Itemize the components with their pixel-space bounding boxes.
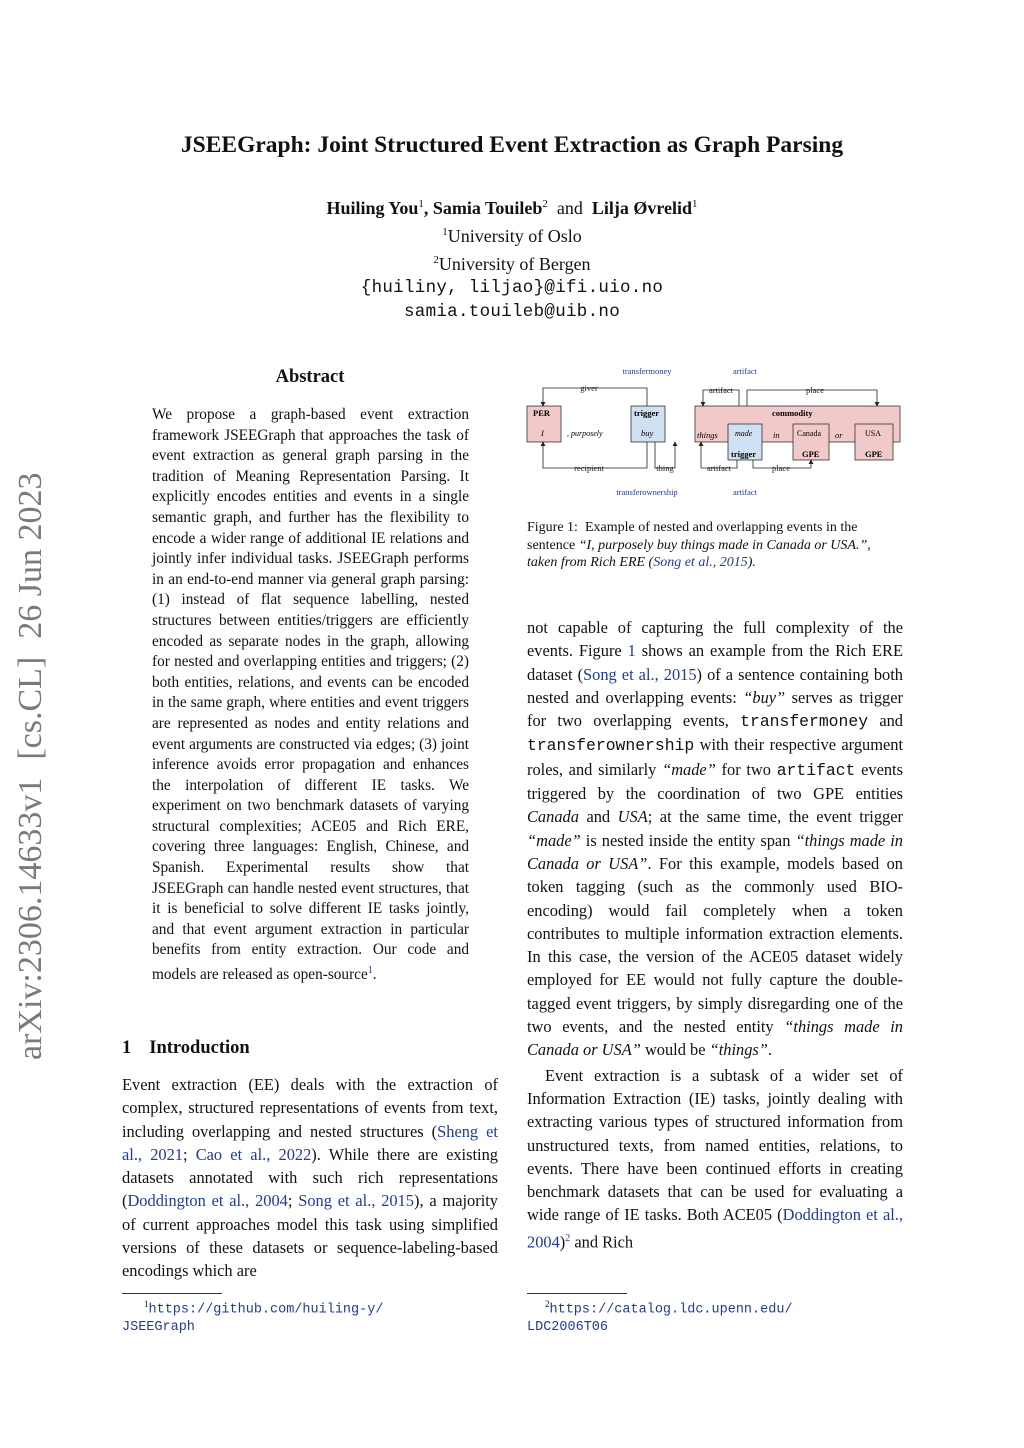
footnote-1: $^1$https://github.com/huiling-y/ JSEEGraph [122,1299,384,1335]
label-things: things [697,430,718,440]
label-artifact-bottom: artifact [706,463,732,473]
citation-link[interactable]: Doddington et al., 2004 [527,1205,903,1252]
label-recipient: recipient [574,463,604,473]
right-column-text [527,616,903,1253]
label-trigger-2: trigger [731,449,757,459]
author-3: Lilja Øvrelid [591,198,693,218]
arxiv-identifier [12,440,50,1060]
label-place-top: place [806,385,824,395]
author-1: Huiling You [326,198,419,218]
label-i: I [541,428,544,438]
label-commodity: commodity [772,408,813,418]
abstract-heading: Abstract [275,367,345,387]
footnote-rule [122,1293,222,1294]
label-giver: giver [580,383,598,393]
footnote-url[interactable]: https://catalog.ldc.upenn.edu/ [549,1302,793,1318]
label-trigger-1: trigger [634,408,660,418]
affil-mark: 1 [692,198,698,210]
author-and: and [556,198,583,218]
email-1: {huiliny, liljao}@ifi.uio.no [360,278,664,298]
label-purposely: , purposely [567,429,603,438]
label-or: or [835,430,843,440]
footnote-rule [527,1293,627,1294]
label-canada: Canada [797,429,821,438]
label-usa: USA [865,429,882,438]
affiliation-1: $^1$University of Oslo [442,226,582,246]
arxiv-date: 26 Jun 2023 [12,472,49,639]
arxiv-category: [cs.CL] [12,656,49,760]
citation-link[interactable]: Song et al., 2015 [298,1191,415,1211]
footnote-mark[interactable]: 1 [367,965,373,977]
affil-mark: 2 [542,198,548,210]
citation-link[interactable]: Cao et al., 2022 [195,1144,312,1164]
label-made: made [735,429,753,438]
label-transferownership: transferownership [616,487,678,497]
figure-ref-link[interactable]: 1 [627,641,636,661]
label-buy: buy [641,428,654,438]
label-thing: thing [656,463,674,473]
affiliation-2: $^2$University of Bergen [433,254,591,274]
paragraph: Event extraction is a subtask of a wider set of Information Extraction (IE) tasks, jointly dealing with extracting various types of structured information from unstructured texts, from named entities, relations, to events. There have been continued efforts in creating benchmark datasets that can be used for evaluating a wide range of IE tasks. Both ACE05 (Doddington et al., 2004)$^2$ and Rich [527,1065,903,1252]
label-transfermoney: transfermoney [622,366,672,376]
figure-caption: Figure 1: Example of nested and overlapping events in the sentence “I, purposely buy things made in Canada or USA.”, taken from Rich ERE (Song et al., 2015). [527,520,871,570]
label-per: PER [533,408,550,418]
label-place-bottom: place [772,463,790,473]
intro-paragraph: Event extraction (EE) deals with the extraction of complex, structured representations of events from text, including overlapping and nested structures (Sheng et al., 2021; Cao et al., 2022). While there are existing datasets annotated with such rich representations (Doddington et al., 2004; Song et al., 2015), a majority of current approaches model this task using simplified versions of these datasets or sequence-labeling-based encodings which are [122,1075,499,1281]
paragraph: not capable of capturing the full complexity of the events. Figure 1 shows an example from the Rich ERE dataset (Song et al., 2015) of a sentence containing both nested and overlapping events: “buy” serves as trigger for two overlapping events, transfermoney and transferownership with their respective argument roles, and similarly “made” for two artifact events triggered by the coordination of two GPE entities Canada and USA; at the same time, the event trigger “made” is nested inside the entity span “things made in Canada or USA”. For this example, models based on token tagging (such as the commonly used BIO-encoding) would fail completely when a token contributes to multiple information extraction elements. In this case, the version of the ACE05 dataset widely employed for EE would not fully capture the double-tagged event triggers, by simply disregarding one of the two events, and the nested entity “things made in Canada or USA” would be “things”. [527,618,904,1060]
label-gpe-1: GPE [802,449,820,459]
abstract-body: We propose a graph-based event extraction framework JSEEGraph that approaches the task of event extraction as general graph parsing in the tradition of Meaning Representation Parsing. It explicitly encodes entities and events in a single semantic graph, and further has the flexibility to encode a wider range of additional IE relations and jointly infer individual tasks. JSEEGraph performs in an end-to-end manner via general graph parsing: (1) instead of flat sequence labelling, nested structures between entities/triggers are efficiently encoded as separate nodes in the graph, allowing for nested and overlapping entities and triggers; (2) both entities, relations, and events can be encoded in the same graph, where entities and event triggers are represented as nodes and entity relations and event arguments are constructed via edges; (3) joint inference avoids error propagation and enhances the interpolation of different IE tasks. We experiment on two benchmark datasets of varying structural complexities; ACE05 and Rich ERE, covering three languages: English, Chinese, and Spanish. Experimental results show that JSEEGraph can handle nested event structures, that it is beneficial to solve different IE tasks jointly, and that event argument extraction in particular benefits from entity extraction. Our code and models are released as open-source$^1$. [152,406,469,984]
arxiv-id: arXiv:2306.14633v1 [12,777,49,1060]
author-2: Samia Touileb [432,198,543,218]
author-block [0,192,1024,324]
section-heading: 1 Introduction [122,1038,250,1058]
affil-mark: 1 [418,198,424,210]
figure-1-diagram [525,364,905,500]
label-artifact-top: artifact [732,366,758,376]
footnote-2: $^2$https://catalog.ldc.upenn.edu/ LDC2006T06 [527,1299,793,1335]
label-artifact-low: artifact [732,487,758,497]
paper-title: JSEEGraph: Joint Structured Event Extraction as Graph Parsing [180,132,844,158]
citation-link[interactable]: Song et al., 2015 [583,664,697,684]
label-in: in [773,430,780,440]
footnote-mark[interactable]: 2 [565,1232,571,1244]
label-artifact-mid: artifact [708,385,734,395]
citation-link[interactable]: Song et al., 2015 [653,555,748,570]
email-2: samia.touileb@uib.no [403,302,621,322]
label-gpe-2: GPE [865,449,883,459]
footnote-url-cont[interactable]: JSEEGraph [122,1319,195,1335]
footnote-url-cont[interactable]: LDC2006T06 [527,1319,609,1335]
citation-link[interactable]: Sheng et al., 2021 [122,1121,498,1164]
citation-link[interactable]: Doddington et al., 2004 [127,1191,288,1211]
footnote-url[interactable]: https://github.com/huiling-y/ [148,1302,384,1318]
author-names: Huiling You$^1$, Samia Touileb$^2$ and Lilja Øvrelid$^1$ [326,198,698,218]
